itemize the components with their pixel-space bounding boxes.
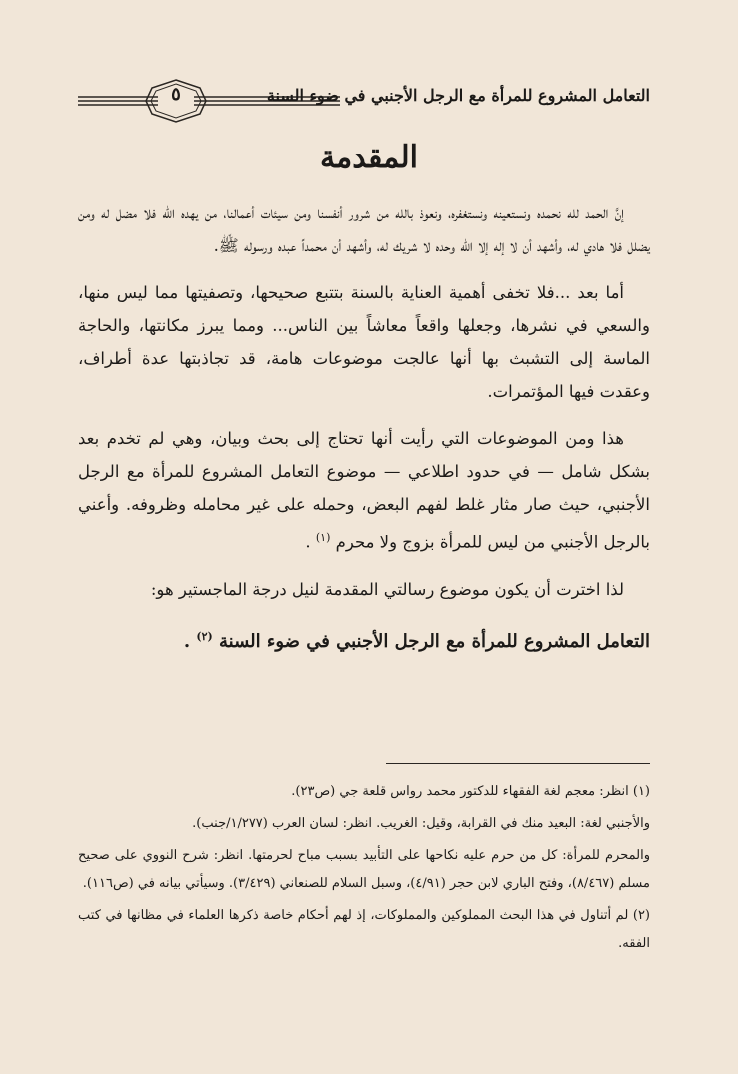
running-title: التعامل المشروع للمرأة مع الرجل الأجنبي في ضوء السنة <box>266 86 650 105</box>
paragraph: أما بعد ...فلا تخفى أهمية العناية بالسنة بتتبع صحيحها، وتصفيتها مما ليس منها، والسعي في نشرها، وجعلها واقعاً معاشاً بين الناس... ومما يبرز مكانتها، والحاجة الماسة إلى التشبث بها أنها عالجت موضوعات هامة، قد تجاذبتها عدة أطراف، وعقدت فيها المؤتمرات. <box>78 283 650 401</box>
punctuation: . <box>305 532 311 552</box>
paragraph: إنَّ الحمد لله نحمده ونستعينه ونستغفره، ونعوذ بالله من شرور أنفسنا ومن سيئات أعمالنا، من يهده الله فلا مضل له ومن يضلل فلا هادي له، وأشهد أن لا إله إلا الله وحده لا شريك له، وأشهد أن محمداً عبده ورسوله ﷺ. <box>78 203 650 255</box>
paragraph <box>78 422 650 559</box>
page-number: ٥ <box>171 84 181 105</box>
thesis-title-text: التعامل المشروع للمرأة مع الرجل الأجنبي في ضوء السنة <box>219 630 650 652</box>
footnote-divider <box>386 763 650 764</box>
thesis-title <box>78 620 650 658</box>
footnote: والأجنبي لغة: البعيد منك في القرابة، وقيل: الغريب. انظر: لسان العرب (١/٢٧٧/جنب). <box>192 816 650 831</box>
footnote-ref: (٢) <box>196 629 213 643</box>
paragraph-text: وأعني بالرجل الأجنبي من ليس للمرأة بزوج ولا محرم <box>78 495 650 552</box>
punctuation: . <box>183 630 191 652</box>
paragraph: لذا اخترت أن يكون موضوع رسالتي المقدمة لنيل درجة الماجستير هو: <box>150 579 624 599</box>
footnote: (٢) لم أتناول في هذا البحث المملوكين والمملوكات، إذ لهم أحكام خاصة ذكرها العلماء في مظانها في كتب الفقه. <box>78 908 650 951</box>
footnote-ref: (١) <box>315 531 331 544</box>
page-header <box>78 78 650 124</box>
section-heading: المقدمة <box>320 140 418 175</box>
body-text <box>78 196 650 672</box>
footnote: والمحرم للمرأة: كل من حرم عليه نكاحها على التأبيد بسبب مباح لحرمتها. انظر: شرح النووي على صحيح مسلم (٨/٤٦٧)، وفتح الباري لابن حجر (٤/٩١)، وسبل السلام للصنعاني (٣/٤٢٩). وسيأتي بيانه في (ص١١٦). <box>78 848 650 891</box>
paragraph-text: هذا ومن الموضوعات التي رأيت أنها تحتاج إلى بحث وبيان، وهي لم تخدم بعد بشكل شامل — في حدود اطلاعي — موضوع التعامل المشروع للمرأة مع الرجل الأجنبي، حيث صار مثار غلط لفهم البعض، وحمله على غير محامله وظروفه. <box>78 429 651 514</box>
footnote: (١) انظر: معجم لغة الفقهاء للدكتور محمد رواس قلعة جي (ص٢٣). <box>291 784 650 799</box>
footnotes <box>78 778 650 962</box>
